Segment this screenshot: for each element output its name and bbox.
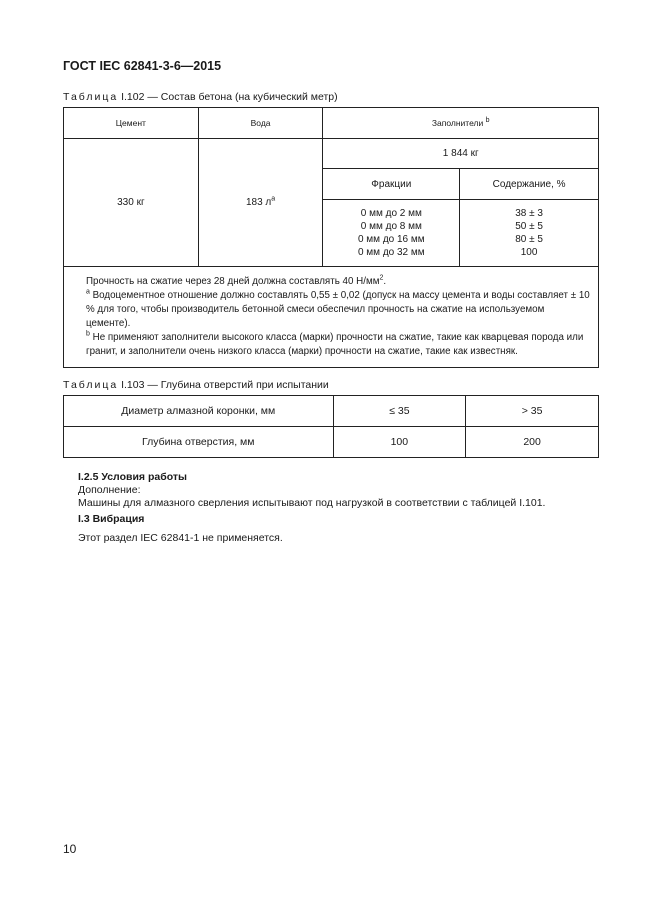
page-header: ГОСТ IEC 62841-3-6—2015 bbox=[63, 59, 222, 73]
hole-depth-table bbox=[63, 395, 599, 458]
sub-header-fractions: Фракции bbox=[323, 169, 460, 200]
header-water: Вода bbox=[198, 108, 323, 139]
table-103-caption bbox=[63, 379, 329, 391]
section-1-3 bbox=[78, 513, 283, 545]
fraction-item: 0 мм до 2 мм bbox=[360, 208, 422, 219]
section-addition: Дополнение: bbox=[78, 484, 141, 496]
content-item: 50 ± 5 bbox=[515, 221, 543, 232]
table-102-caption bbox=[63, 91, 338, 103]
page-number: 10 bbox=[63, 842, 77, 856]
content-item: 100 bbox=[520, 247, 538, 258]
diameter-value-2: > 35 bbox=[466, 396, 599, 427]
row-label-depth: Глубина отверстия, мм bbox=[64, 427, 334, 458]
sub-header-content: Содержание, % bbox=[460, 169, 599, 200]
cement-value: 330 кг bbox=[64, 139, 199, 267]
caption-prefix: Таблица bbox=[63, 91, 119, 103]
content-list bbox=[460, 200, 599, 267]
section-text: Машины для алмазного сверления испытывают под нагрузкой в соответствии с таблицей I.101. bbox=[78, 497, 546, 509]
header-cement: Цемент bbox=[64, 108, 199, 139]
fractions-list bbox=[323, 200, 460, 267]
content-item: 38 ± 3 bbox=[515, 208, 543, 219]
note-b: $^b$ Не применяют заполнители высокого класса (марки) прочности на сжатие, такие как кварцевая порода или гранит, и заполнители очень низкого класса (марки) прочности на сжатие, такие как известняк. bbox=[86, 330, 584, 357]
note-strength: Прочность на сжатие через 28 дней должна составлять 40 $Н/мм^2$. bbox=[86, 274, 387, 287]
header-fillers: Заполнители $^b$ bbox=[323, 108, 599, 139]
fraction-item: 0 мм до 8 мм bbox=[360, 221, 422, 232]
section-text: Этот раздел IEC 62841-1 не применяется. bbox=[78, 532, 283, 544]
depth-value-2: 200 bbox=[466, 427, 599, 458]
caption-prefix: Таблица bbox=[63, 379, 119, 391]
fraction-item: 0 мм до 16 мм bbox=[357, 234, 425, 245]
note-a: $^a$ Водоцементное отношение должно составлять 0,55 ± 0,02 (допуск на массу цемента и воды составляет ± 10 % для того, чтобы производитель бетонной смеси обеспечил прочность на сжатие на используемом цементе). bbox=[86, 288, 590, 329]
concrete-composition-table bbox=[63, 107, 599, 368]
fillers-total: 1 844 кг bbox=[323, 139, 599, 169]
caption-text: I.103 — Глубина отверстий при испытании bbox=[118, 379, 329, 391]
fraction-item: 0 мм до 32 мм bbox=[357, 247, 425, 258]
section-title: I.2.5 Условия работы bbox=[78, 471, 187, 483]
depth-value-1: 100 bbox=[333, 427, 466, 458]
water-value: 183 $л^a$ bbox=[198, 139, 323, 267]
row-label-diameter: Диаметр алмазной коронки, мм bbox=[64, 396, 334, 427]
caption-text: I.102 — Состав бетона (на кубический метр) bbox=[118, 91, 338, 103]
diameter-value-1: ≤ 35 bbox=[333, 396, 466, 427]
table-notes bbox=[64, 267, 599, 368]
section-title: I.3 Вибрация bbox=[78, 513, 145, 525]
section-1-2-5 bbox=[78, 471, 545, 510]
content-item: 80 ± 5 bbox=[515, 234, 543, 245]
